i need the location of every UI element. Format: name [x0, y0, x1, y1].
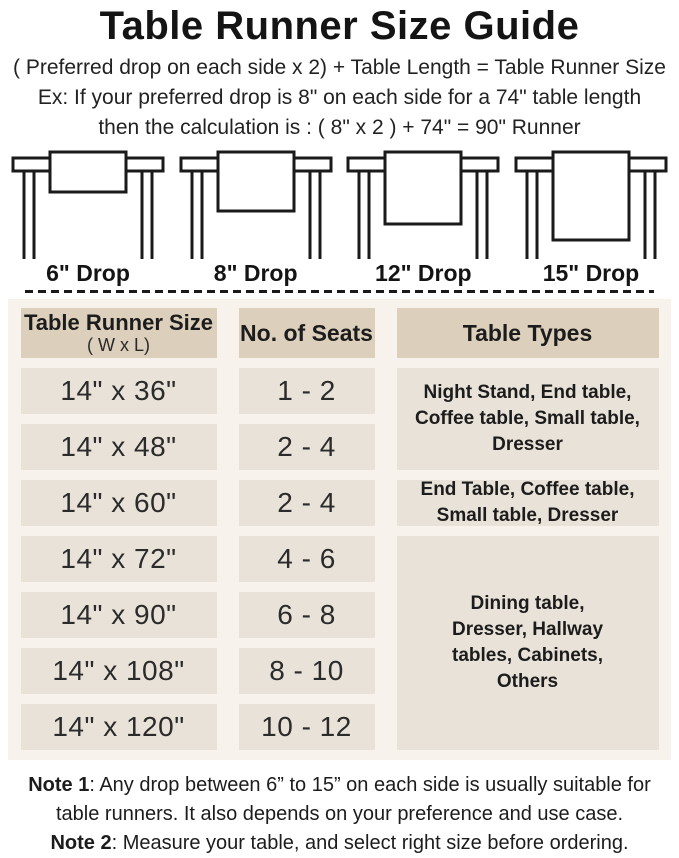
table-with-runner-icon: [8, 149, 168, 259]
table-types-group-small: Night Stand, End table, Coffee table, Small table, Dresser: [397, 368, 659, 470]
size-guide-table-panel: [8, 299, 671, 760]
example-line-1: Ex: If your preferred drop is 8" on each side for a 74" table length: [37, 86, 642, 109]
formula-text: ( Preferred drop on each side x 2) + Table Length = Table Runner Size: [13, 56, 666, 79]
size-cell: 14" x 36": [21, 368, 217, 414]
size-cell: 14" x 72": [21, 536, 217, 582]
notes-section: [4, 771, 675, 858]
drop-illustration-15: [511, 149, 671, 287]
note-2: Note 2: Measure your table, and select right size before ordering.: [50, 832, 629, 854]
example-line-2: then the calculation is : ( 8" x 2 ) + 74" = 90" Runner: [98, 116, 581, 139]
column-header-title: Table Runner Size: [23, 310, 214, 335]
table-types-group-medium: End Table, Coffee table, Small table, Dresser: [397, 480, 659, 526]
column-header-runner-size: [21, 308, 217, 358]
column-header-subtitle: ( W x L): [87, 335, 150, 355]
size-cell: 14" x 120": [21, 704, 217, 750]
drop-illustration-8: [176, 149, 336, 287]
page-title: Table Runner Size Guide: [99, 4, 580, 48]
table-with-runner-icon: [511, 149, 671, 259]
seats-cell: 1 - 2: [239, 368, 375, 414]
seats-cell: 6 - 8: [239, 592, 375, 638]
drop-label: 12" Drop: [375, 260, 472, 286]
dashed-divider: [25, 290, 654, 293]
note-1: Note 1: Any drop between 6” to 15” on each side is usually suitable for table runners. It also depends on your preference and use case.: [28, 774, 651, 825]
size-cell: 14" x 90": [21, 592, 217, 638]
drop-label: 6" Drop: [46, 260, 130, 286]
seats-cell: 4 - 6: [239, 536, 375, 582]
seats-cell: 2 - 4: [239, 424, 375, 470]
drop-illustrations: [0, 149, 679, 287]
size-cell: 14" x 60": [21, 480, 217, 526]
size-cell: 14" x 108": [21, 648, 217, 694]
table-types-group-large: Dining table, Dresser, Hallway tables, Cabinets, Others: [397, 536, 659, 750]
column-header-table-types: Table Types: [397, 308, 659, 358]
seats-cell: 2 - 4: [239, 480, 375, 526]
seats-cell: 8 - 10: [239, 648, 375, 694]
drop-illustration-6: [8, 149, 168, 287]
seats-cell: 10 - 12: [239, 704, 375, 750]
size-cell: 14" x 48": [21, 424, 217, 470]
table-with-runner-icon: [343, 149, 503, 259]
table-with-runner-icon: [176, 149, 336, 259]
drop-label: 15" Drop: [542, 260, 640, 286]
drop-illustration-12: [343, 149, 503, 287]
column-header-seats: No. of Seats: [239, 308, 375, 358]
drop-label: 8" Drop: [213, 260, 298, 286]
size-guide-table: [8, 308, 671, 750]
